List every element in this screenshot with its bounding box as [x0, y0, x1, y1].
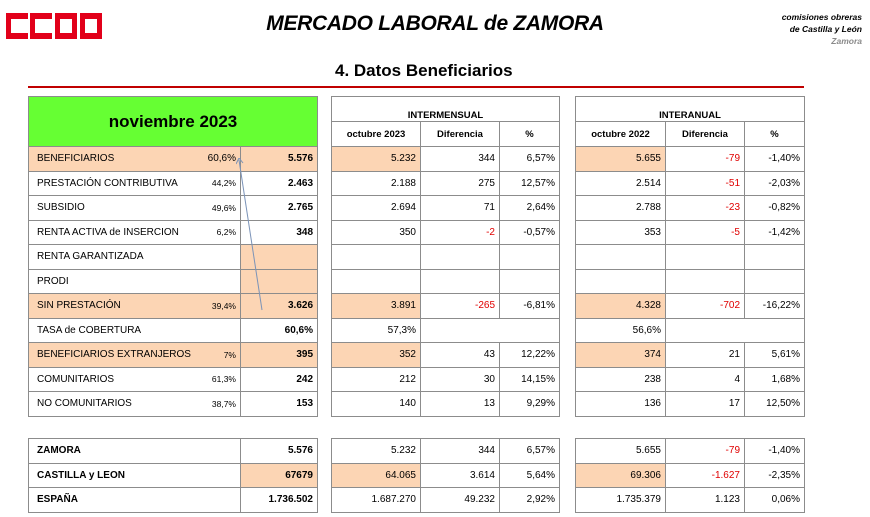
period-value: 69.306	[576, 463, 666, 488]
region-value: 1.736.502	[241, 488, 318, 513]
difference-value	[666, 269, 745, 294]
period-value: 140	[332, 392, 421, 417]
percent-value: -0,57%	[500, 220, 560, 245]
table-row	[576, 392, 805, 417]
period-value: 64.065	[332, 463, 421, 488]
table-row	[29, 196, 318, 221]
row-share: 49,6%	[211, 202, 236, 213]
section-title: 4. Datos Beneficiarios	[335, 61, 513, 80]
table-row	[576, 245, 805, 270]
difference-value	[666, 245, 745, 270]
row-label-cell	[29, 147, 241, 172]
percent-value	[500, 245, 560, 270]
beneficiaries-table	[28, 96, 318, 417]
difference-value: 13	[421, 392, 500, 417]
difference-value: -2	[421, 220, 500, 245]
row-label-cell	[29, 294, 241, 319]
region-name: ESPAÑA	[29, 488, 241, 513]
interanual-title: INTERANUAL	[576, 97, 805, 122]
difference-value: 71	[421, 196, 500, 221]
period-value: 3.891	[332, 294, 421, 319]
interanual-col-diff: Diferencia	[666, 122, 745, 147]
difference-value: 4	[666, 367, 745, 392]
difference-value: -23	[666, 196, 745, 221]
org-line-1: comisiones obreras	[781, 12, 862, 22]
period-value: 238	[576, 367, 666, 392]
difference-value: -51	[666, 171, 745, 196]
percent-value: -16,22%	[745, 294, 805, 319]
table-row	[332, 171, 560, 196]
row-value: 2.765	[241, 196, 318, 221]
row-label: RENTA ACTIVA de INSERCION	[37, 226, 179, 238]
row-label-cell	[29, 343, 241, 368]
row-value: 242	[241, 367, 318, 392]
period-value: 5.232	[332, 147, 421, 172]
table-row	[332, 147, 560, 172]
row-label-cell	[29, 269, 241, 294]
row-label: COMUNITARIOS	[37, 373, 115, 385]
region-row	[332, 463, 560, 488]
period-value: 1.735.379	[576, 488, 666, 513]
table-row	[576, 196, 805, 221]
row-label: TASA de COBERTURA	[37, 324, 142, 336]
percent-value: -6,81%	[500, 294, 560, 319]
difference-value: -79	[666, 439, 745, 464]
row-label-cell	[29, 318, 241, 343]
month-label: noviembre 2023	[29, 97, 318, 147]
percent-value: 0,06%	[745, 488, 805, 513]
period-value: 2.188	[332, 171, 421, 196]
difference-value	[421, 245, 500, 270]
percent-value: -2,03%	[745, 171, 805, 196]
percent-value	[500, 318, 560, 343]
table-row	[576, 343, 805, 368]
difference-value: 344	[421, 439, 500, 464]
region-row	[29, 488, 318, 513]
region-interanual-table	[575, 438, 805, 513]
table-row	[332, 367, 560, 392]
row-value: 153	[241, 392, 318, 417]
percent-value: 5,64%	[500, 463, 560, 488]
region-name: CASTILLA y LEON	[29, 463, 241, 488]
table-row	[576, 171, 805, 196]
interanual-col-period: octubre 2022	[576, 122, 666, 147]
region-value: 5.576	[241, 439, 318, 464]
org-line-2: de Castilla y León	[789, 24, 862, 34]
row-share: 39,4%	[211, 300, 236, 311]
percent-value: -0,82%	[745, 196, 805, 221]
interanual-col-pct: %	[745, 122, 805, 147]
percent-value: -1,40%	[745, 147, 805, 172]
table-row	[29, 367, 318, 392]
percent-value	[745, 269, 805, 294]
period-value: 1.687.270	[332, 488, 421, 513]
percent-value	[745, 245, 805, 270]
period-value: 56,6%	[576, 318, 666, 343]
period-value: 4.328	[576, 294, 666, 319]
period-value: 212	[332, 367, 421, 392]
row-label-cell	[29, 392, 241, 417]
difference-value: -702	[666, 294, 745, 319]
region-row	[332, 488, 560, 513]
interanual-table	[575, 96, 805, 417]
row-label: PRESTACIÓN CONTRIBUTIVA	[37, 177, 178, 189]
period-value: 2.788	[576, 196, 666, 221]
row-label: PRODI	[37, 275, 69, 287]
percent-value: 2,92%	[500, 488, 560, 513]
table-row	[29, 269, 318, 294]
region-row	[332, 439, 560, 464]
period-value: 353	[576, 220, 666, 245]
period-value: 352	[332, 343, 421, 368]
percent-value: 12,50%	[745, 392, 805, 417]
difference-value: -1.627	[666, 463, 745, 488]
table-row	[576, 367, 805, 392]
percent-value	[745, 318, 805, 343]
table-row	[29, 171, 318, 196]
table-row	[29, 294, 318, 319]
table-row	[29, 245, 318, 270]
difference-value: 275	[421, 171, 500, 196]
difference-value: 17	[666, 392, 745, 417]
row-label-cell	[29, 245, 241, 270]
difference-value	[421, 318, 500, 343]
region-intermensual-table	[331, 438, 560, 513]
percent-value: 1,68%	[745, 367, 805, 392]
difference-value: -79	[666, 147, 745, 172]
connector-line	[236, 158, 266, 318]
table-row	[29, 392, 318, 417]
period-value	[332, 269, 421, 294]
percent-value: 14,15%	[500, 367, 560, 392]
region-value: 67679	[241, 463, 318, 488]
table-row	[29, 147, 318, 172]
percent-value: 2,64%	[500, 196, 560, 221]
row-label-cell	[29, 220, 241, 245]
region-row	[576, 439, 805, 464]
table-row	[576, 220, 805, 245]
row-value: 395	[241, 343, 318, 368]
percent-value: -1,40%	[745, 439, 805, 464]
row-label: BENEFICIARIOS	[37, 153, 115, 165]
table-row	[332, 245, 560, 270]
intermensual-table	[331, 96, 560, 417]
difference-value: 21	[666, 343, 745, 368]
intermensual-col-pct: %	[500, 122, 560, 147]
percent-value	[500, 269, 560, 294]
period-value: 5.655	[576, 147, 666, 172]
row-share: 38,7%	[211, 398, 236, 409]
percent-value: 5,61%	[745, 343, 805, 368]
row-label-cell	[29, 367, 241, 392]
table-row	[332, 269, 560, 294]
region-left-table	[28, 438, 318, 513]
difference-value	[421, 269, 500, 294]
title-underline	[28, 86, 804, 88]
region-row	[576, 463, 805, 488]
difference-value: 1.123	[666, 488, 745, 513]
row-label: BENEFICIARIOS EXTRANJEROS	[37, 349, 191, 361]
row-value: 348	[241, 220, 318, 245]
row-value: 2.463	[241, 171, 318, 196]
row-value: 5.576	[241, 147, 318, 172]
row-label: RENTA GARANTIZADA	[37, 251, 144, 263]
percent-value: 6,57%	[500, 439, 560, 464]
table-row	[576, 294, 805, 319]
difference-value: 30	[421, 367, 500, 392]
difference-value: -5	[666, 220, 745, 245]
table-row	[576, 269, 805, 294]
row-share: 6,2%	[216, 227, 236, 238]
intermensual-title: INTERMENSUAL	[332, 97, 560, 122]
table-row	[332, 392, 560, 417]
table-row	[29, 220, 318, 245]
difference-value: 3.614	[421, 463, 500, 488]
row-share: 7%	[223, 349, 236, 360]
row-value: 3.626	[241, 294, 318, 319]
table-row	[332, 220, 560, 245]
table-row	[576, 147, 805, 172]
page-title: MERCADO LABORAL de ZAMORA	[266, 12, 604, 35]
table-row	[332, 318, 560, 343]
row-label: SUBSIDIO	[37, 202, 85, 214]
row-label-cell	[29, 196, 241, 221]
region-row	[29, 463, 318, 488]
table-row	[576, 318, 805, 343]
percent-value: -2,35%	[745, 463, 805, 488]
period-value	[576, 245, 666, 270]
org-name	[782, 11, 862, 47]
row-value: 60,6%	[241, 318, 318, 343]
period-value: 2.514	[576, 171, 666, 196]
period-value: 5.655	[576, 439, 666, 464]
row-label-cell	[29, 171, 241, 196]
period-value: 5.232	[332, 439, 421, 464]
percent-value: 6,57%	[500, 147, 560, 172]
difference-value: 49.232	[421, 488, 500, 513]
row-share: 61,3%	[211, 374, 236, 385]
percent-value: -1,42%	[745, 220, 805, 245]
period-value	[332, 245, 421, 270]
region-row	[29, 439, 318, 464]
percent-value: 12,57%	[500, 171, 560, 196]
difference-value: 344	[421, 147, 500, 172]
period-value: 136	[576, 392, 666, 417]
row-share: 60,6%	[207, 153, 236, 165]
row-label: NO COMUNITARIOS	[37, 398, 132, 410]
percent-value: 12,22%	[500, 343, 560, 368]
difference-value	[666, 318, 745, 343]
period-value: 350	[332, 220, 421, 245]
intermensual-col-period: octubre 2023	[332, 122, 421, 147]
difference-value: 43	[421, 343, 500, 368]
period-value: 57,3%	[332, 318, 421, 343]
org-line-3: Zamora	[831, 36, 862, 46]
period-value: 374	[576, 343, 666, 368]
period-value: 2.694	[332, 196, 421, 221]
row-label: SIN PRESTACIÓN	[37, 300, 121, 312]
region-name: ZAMORA	[29, 439, 241, 464]
period-value	[576, 269, 666, 294]
table-row	[29, 318, 318, 343]
row-share: 44,2%	[211, 178, 236, 189]
table-row	[332, 294, 560, 319]
intermensual-col-diff: Diferencia	[421, 122, 500, 147]
percent-value: 9,29%	[500, 392, 560, 417]
difference-value: -265	[421, 294, 500, 319]
region-row	[576, 488, 805, 513]
table-row	[332, 343, 560, 368]
table-row	[29, 343, 318, 368]
table-row	[332, 196, 560, 221]
